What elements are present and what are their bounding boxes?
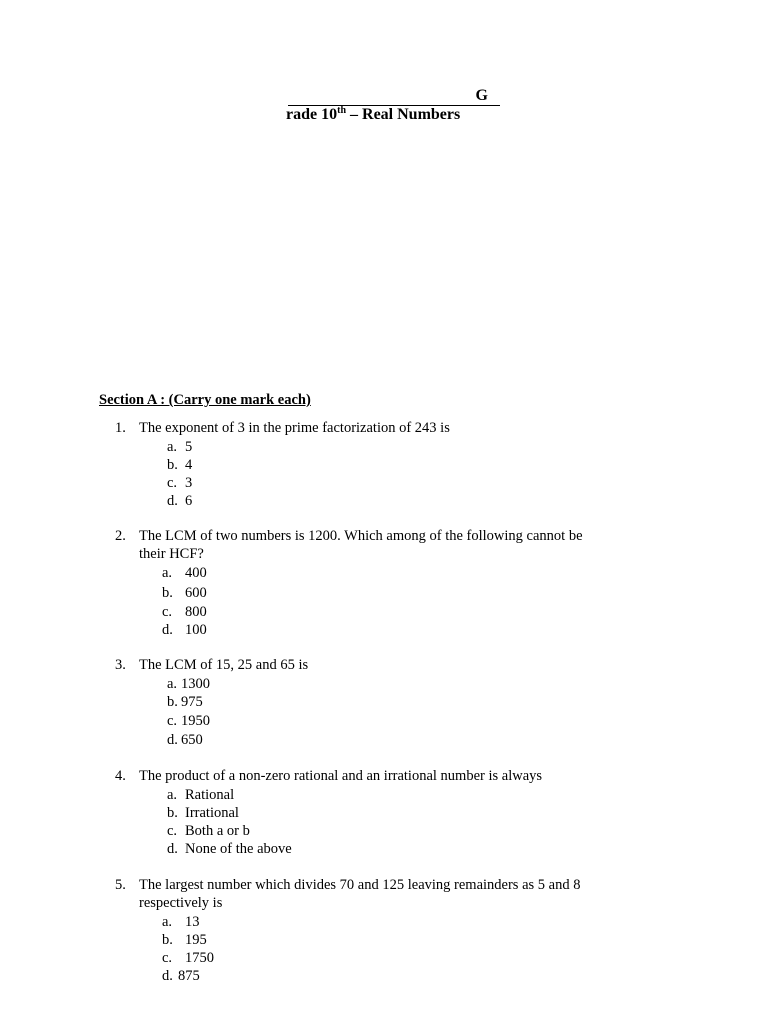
- option-label: b.: [162, 585, 173, 601]
- title-superscript: th: [337, 105, 347, 116]
- option-label: c.: [167, 713, 178, 729]
- document-title: [286, 105, 460, 125]
- document-title-letter: [288, 86, 500, 106]
- option-text: Rational: [185, 787, 235, 803]
- question-text: The product of a non-zero rational and an irrational number is always: [139, 768, 543, 784]
- option-text: Both a or b: [185, 823, 250, 839]
- option-label: a.: [167, 787, 178, 803]
- option-label: a.: [167, 439, 178, 455]
- option-label: d.: [167, 732, 178, 748]
- option-label: a.: [162, 565, 173, 581]
- option-text: 800: [185, 604, 207, 620]
- option-text: 6: [185, 493, 193, 509]
- option-label: c.: [167, 823, 178, 839]
- option-label: b.: [162, 932, 173, 948]
- option-label: d.: [162, 968, 173, 984]
- question-text: The LCM of 15, 25 and 65 is: [139, 657, 309, 673]
- option-text: 1950: [181, 713, 210, 729]
- option-label: b.: [167, 694, 178, 710]
- title-g-text: G: [475, 87, 488, 104]
- question-text: The exponent of 3 in the prime factorization of 243 is: [139, 420, 450, 436]
- option-text: 975: [181, 694, 203, 710]
- option-text: None of the above: [185, 841, 292, 857]
- option-text: 5: [185, 439, 193, 455]
- option-text: 400: [185, 565, 207, 581]
- question-number: 3.: [115, 657, 126, 673]
- option-label: c.: [167, 475, 178, 491]
- option-label: d.: [167, 841, 178, 857]
- question-number: 1.: [115, 420, 126, 436]
- option-label: a.: [162, 914, 173, 930]
- option-text: 100: [185, 622, 207, 638]
- option-text: Irrational: [185, 805, 239, 821]
- title-prefix: rade 10: [286, 106, 338, 123]
- option-label: c.: [162, 950, 173, 966]
- option-label: d.: [167, 493, 178, 509]
- option-text: 875: [178, 968, 200, 984]
- section-heading: Section A : (Carry one mark each): [99, 392, 311, 408]
- question-text-continued: respectively is: [139, 895, 223, 911]
- option-label: a.: [167, 676, 178, 692]
- question-number: 5.: [115, 877, 126, 893]
- option-text: 600: [185, 585, 207, 601]
- option-label: c.: [162, 604, 173, 620]
- question-number: 4.: [115, 768, 126, 784]
- option-text: 650: [181, 732, 203, 748]
- question-text: The LCM of two numbers is 1200. Which among of the following cannot be: [139, 528, 583, 544]
- option-text: 1750: [185, 950, 214, 966]
- question-text-continued: their HCF?: [139, 546, 204, 562]
- option-text: 4: [185, 457, 193, 473]
- option-label: d.: [162, 622, 173, 638]
- title-suffix: – Real Numbers: [346, 106, 461, 123]
- option-label: b.: [167, 457, 178, 473]
- option-label: b.: [167, 805, 178, 821]
- option-text: 13: [185, 914, 200, 930]
- option-text: 3: [185, 475, 193, 491]
- question-number: 2.: [115, 528, 126, 544]
- option-text: 1300: [181, 676, 210, 692]
- question-text: The largest number which divides 70 and 125 leaving remainders as 5 and 8: [139, 877, 581, 893]
- option-text: 195: [185, 932, 207, 948]
